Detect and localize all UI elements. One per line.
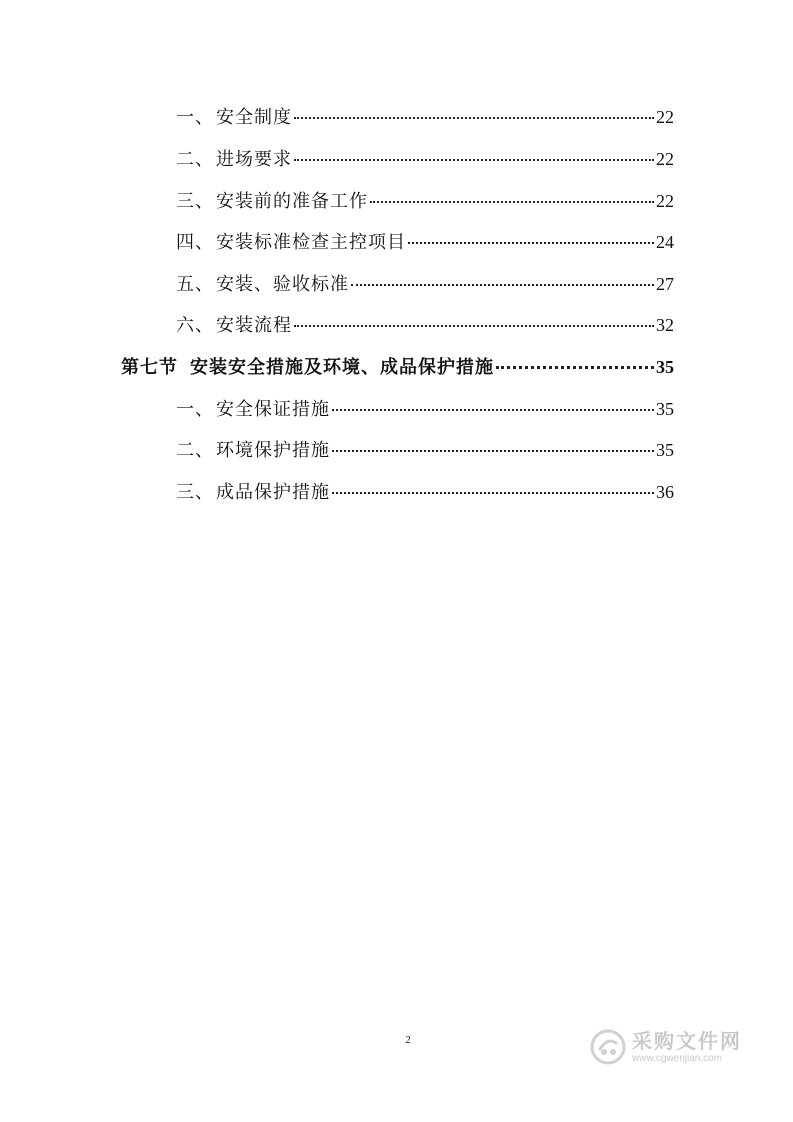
toc-dot-leader xyxy=(370,201,654,203)
toc-entry-title xyxy=(176,439,330,463)
toc-entry-number: 三、 xyxy=(176,191,214,212)
toc-entry-label: 安全制度 xyxy=(216,107,292,128)
toc-entry-number: 四、 xyxy=(176,232,214,253)
toc-entry-page: 35 xyxy=(656,357,674,377)
watermark-text xyxy=(632,1028,742,1064)
toc-entry-label: 环境保护措施 xyxy=(216,440,330,461)
toc-entry-label: 安装安全措施及环境、成品保护措施 xyxy=(190,357,494,378)
toc-entry-page: 35 xyxy=(656,440,674,460)
toc-entry-number: 三、 xyxy=(176,482,214,503)
toc-entry-number: 二、 xyxy=(176,440,214,461)
toc-entry-label: 进场要求 xyxy=(216,149,292,170)
toc-entry-page: 24 xyxy=(656,232,674,252)
toc-entry-title xyxy=(176,481,330,505)
toc-entry-title xyxy=(176,190,368,214)
toc-entry-title xyxy=(176,314,292,338)
toc-dot-leader xyxy=(408,242,654,244)
toc-entry-page: 27 xyxy=(656,274,674,294)
toc-dot-leader xyxy=(496,366,654,369)
toc-entry-number: 二、 xyxy=(176,149,214,170)
toc-entry[interactable] xyxy=(176,230,674,254)
toc-entry-label: 安全保证措施 xyxy=(216,399,330,420)
toc-entry-title xyxy=(176,106,292,130)
toc-entry-page: 22 xyxy=(656,107,674,127)
toc-entry-label: 安装标准检查主控项目 xyxy=(216,232,406,253)
page-number: 2 xyxy=(405,1034,411,1046)
toc-entry[interactable] xyxy=(176,105,674,129)
toc-entry-number: 六、 xyxy=(176,315,214,336)
toc-entry-number: 五、 xyxy=(176,274,214,295)
toc-entry-title xyxy=(176,398,330,422)
toc-dot-leader xyxy=(332,409,654,411)
toc-dot-leader xyxy=(294,117,654,119)
watermark-name: 采购文件网 xyxy=(632,1028,742,1053)
toc-dot-leader xyxy=(294,159,654,161)
toc-entry-page: 22 xyxy=(656,149,674,169)
toc-dot-leader xyxy=(332,450,654,452)
toc-entry-label: 安装流程 xyxy=(216,315,292,336)
toc-dot-leader xyxy=(294,325,654,327)
toc-section-entry[interactable] xyxy=(121,355,674,379)
toc-dot-leader xyxy=(332,492,654,494)
toc-entry-page: 36 xyxy=(656,482,674,502)
toc-entry-title xyxy=(176,148,292,172)
toc-entry-label: 成品保护措施 xyxy=(216,482,330,503)
toc-entry-title xyxy=(176,273,349,297)
cgwenjian-logo-icon xyxy=(590,1029,626,1065)
toc-entry-page: 32 xyxy=(656,315,674,335)
toc-entry[interactable] xyxy=(176,480,674,504)
toc-entry-number: 一、 xyxy=(176,107,214,128)
watermark-url: www.cgwenjian.com xyxy=(632,1052,723,1064)
toc-entry[interactable] xyxy=(176,438,674,462)
toc-entry-page: 35 xyxy=(656,399,674,419)
toc-entry[interactable] xyxy=(176,272,674,296)
toc-entry-label: 安装、验收标准 xyxy=(216,274,349,295)
toc-entry[interactable] xyxy=(176,397,674,421)
toc-entry[interactable] xyxy=(176,147,674,171)
toc-entry-title xyxy=(121,356,494,380)
toc-entry[interactable] xyxy=(176,189,674,213)
toc-dot-leader xyxy=(351,284,654,286)
toc-entry[interactable] xyxy=(176,313,674,337)
toc-section-number: 第七节 xyxy=(121,357,178,378)
toc-entry-number: 一、 xyxy=(176,399,214,420)
watermark xyxy=(590,1024,760,1070)
toc-entry-page: 22 xyxy=(656,191,674,211)
toc-entry-title xyxy=(176,231,406,255)
toc-entry-label: 安装前的准备工作 xyxy=(216,191,368,212)
